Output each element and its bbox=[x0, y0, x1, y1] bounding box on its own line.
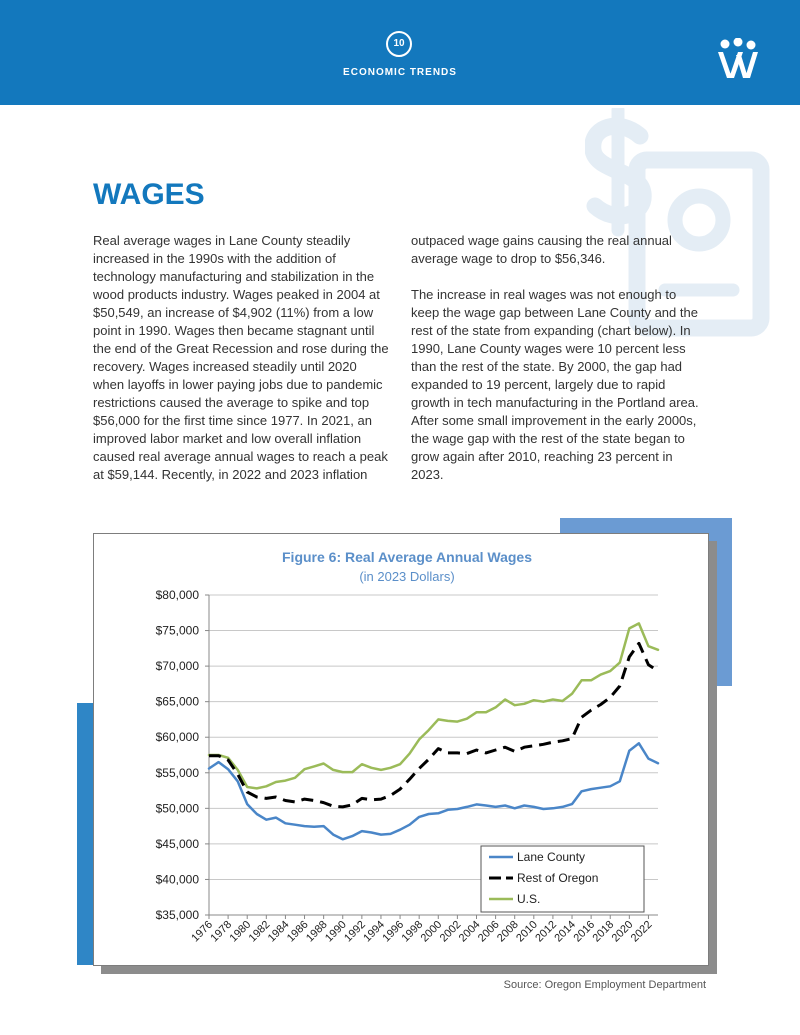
x-tick-label: 2010 bbox=[514, 918, 540, 945]
page-number: 10 bbox=[386, 31, 412, 57]
legend-label: Lane County bbox=[517, 850, 586, 864]
legend-label: Rest of Oregon bbox=[517, 871, 599, 885]
chart-subtitle: (in 2023 Dollars) bbox=[359, 569, 455, 584]
y-tick-label: $45,000 bbox=[155, 836, 199, 851]
x-tick-label: 2020 bbox=[609, 918, 636, 945]
body-paragraph: The increase in real wages was not enough to keep the wage gap between Lane County and the rest of the state from expanding (chart below). In 1990, Lane County wages were 10 percent less than the rest of the state. By 2000, the gap had expanded to 19 percent, largely due to rapid growth in tech manufacturing in the Portland area. After some small improvement in the early 2000s, the wage gap with the rest of the state began to grow again after 2010, reaching 23 percent in 2023. bbox=[411, 287, 699, 482]
x-tick-label: 1996 bbox=[380, 918, 407, 945]
x-tick-label: 2018 bbox=[590, 918, 617, 945]
source-note: Source: Oregon Employment Department bbox=[503, 979, 706, 991]
y-tick-label: $35,000 bbox=[155, 908, 199, 922]
header-bar bbox=[0, 0, 800, 105]
y-tick-label: $80,000 bbox=[155, 588, 199, 602]
x-tick-label: 2008 bbox=[495, 918, 521, 945]
series-line-u-s bbox=[209, 623, 658, 788]
x-tick-label: 1980 bbox=[227, 918, 254, 945]
x-tick-label: 2006 bbox=[475, 918, 502, 945]
page-title: WAGES bbox=[93, 178, 205, 211]
series-line-lane-county bbox=[209, 743, 658, 839]
x-tick-label: 1994 bbox=[361, 918, 388, 945]
chart-title: Figure 6: Real Average Annual Wages bbox=[282, 549, 532, 565]
x-tick-label: 1988 bbox=[303, 918, 330, 945]
y-tick-label: $75,000 bbox=[155, 623, 199, 638]
brand-logo-icon bbox=[716, 38, 760, 86]
x-tick-label: 1998 bbox=[399, 918, 426, 945]
x-tick-label: 1992 bbox=[342, 918, 368, 945]
body-paragraph: outpaced wage gains causing the real annual average wage to drop to $56,346. bbox=[411, 233, 672, 266]
x-tick-label: 2022 bbox=[628, 918, 655, 945]
x-tick-label: 2016 bbox=[571, 918, 598, 945]
x-tick-label: 1990 bbox=[323, 918, 349, 945]
x-tick-label: 2012 bbox=[533, 918, 560, 945]
wages-line-chart bbox=[94, 534, 708, 965]
x-tick-label: 1986 bbox=[284, 918, 311, 945]
x-tick-label: 1984 bbox=[265, 918, 292, 945]
x-tick-label: 2004 bbox=[456, 918, 483, 945]
y-tick-label: $55,000 bbox=[155, 765, 199, 780]
chart-frame bbox=[93, 533, 709, 966]
section-label: ECONOMIC TRENDS bbox=[343, 67, 457, 78]
y-tick-label: $60,000 bbox=[155, 730, 199, 745]
x-tick-label: 1976 bbox=[189, 918, 216, 945]
body-paragraph: Real average wages in Lane County steadily increased in the 1990s with the addition of technology manufacturing and stabilization in the wood products industry. Wages peaked in 2004 at $50,549, an increase of $4,902 (11%) from a low point in 1990. Wages then became stagnant until the end of the Great Recession and rose during the recovery. Wages increased steadily until 2020 when layoffs in lower paying jobs due to pandemic restrictions caused the average to spike and top $56,000 for the first time since 1977. In 2021, an improved labor market and low overall inflation caused real average annual wages to reach a peak at $59,144. Recently, in 2022 and 2023 inflation bbox=[93, 233, 389, 482]
x-tick-label: 2014 bbox=[552, 918, 579, 945]
body-column-right bbox=[411, 232, 707, 484]
x-tick-label: 2002 bbox=[437, 918, 464, 945]
y-tick-label: $40,000 bbox=[155, 872, 199, 887]
y-tick-label: $65,000 bbox=[155, 694, 199, 709]
x-tick-label: 2000 bbox=[418, 918, 445, 945]
x-tick-label: 1982 bbox=[246, 918, 273, 945]
y-tick-label: $50,000 bbox=[155, 801, 199, 816]
body-column-left bbox=[93, 232, 389, 484]
x-tick-label: 1978 bbox=[208, 918, 235, 945]
y-tick-label: $70,000 bbox=[155, 659, 199, 674]
legend-label: U.S. bbox=[517, 892, 541, 906]
